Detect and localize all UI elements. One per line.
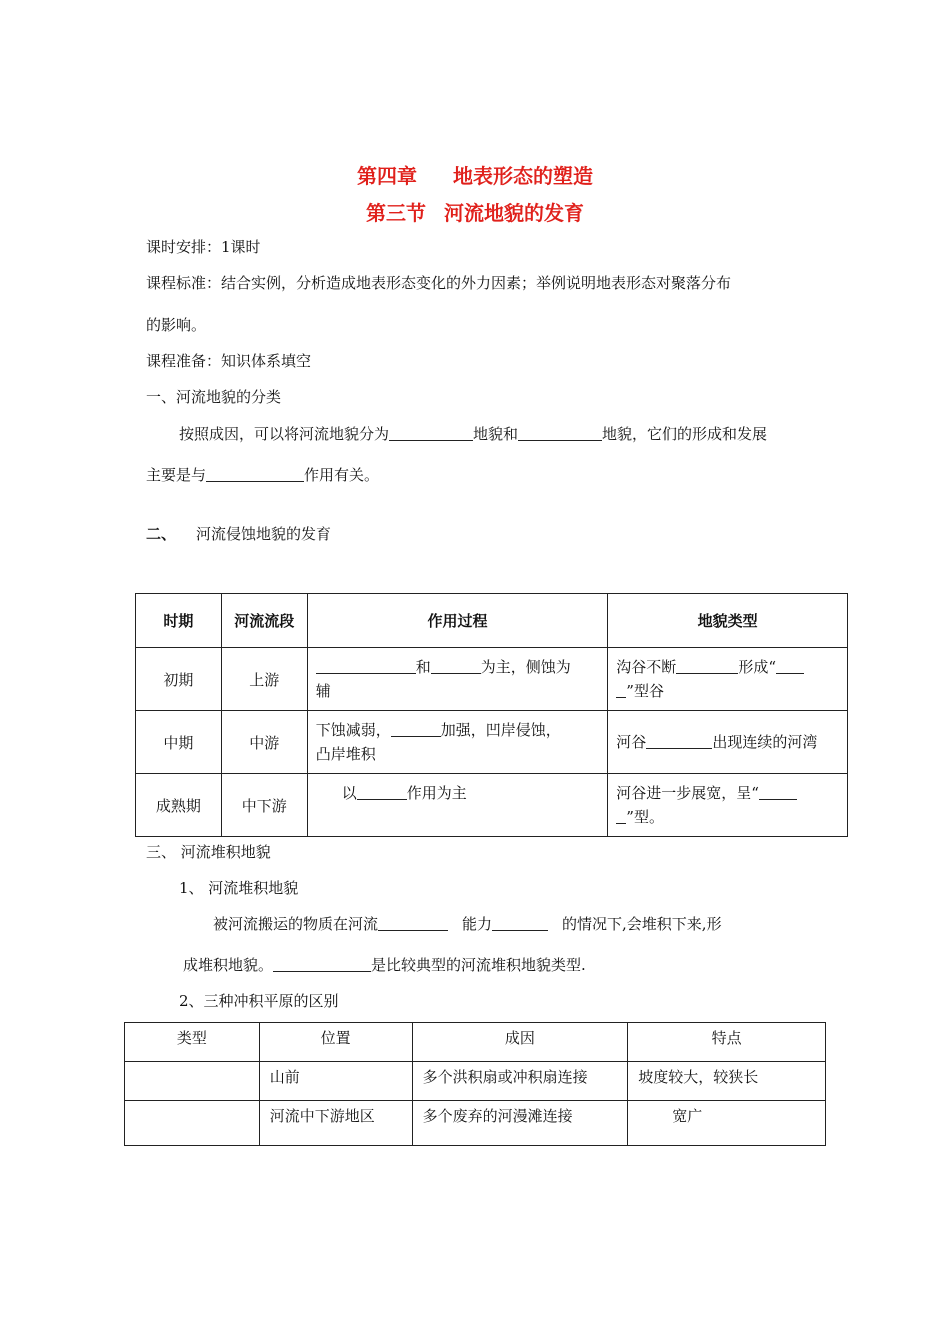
part2-number: 二、	[146, 525, 177, 543]
part3-paragraph-line1: 被河流搬运的物质在河流 能力 的情况下,会堆积下来,形	[213, 915, 722, 933]
col-header: 位置	[259, 1023, 412, 1062]
chapter-name: 地表形态的塑造	[453, 164, 593, 188]
chapter-number: 第四章	[357, 164, 417, 188]
blank[interactable]	[273, 956, 371, 972]
part3-sub1: 1、 河流堆积地貌	[179, 879, 299, 897]
part1-heading: 一、河流地貌的分类	[146, 388, 282, 406]
table-row: 中期 中游 下蚀减弱， 加强，凹岸侵蚀， 凸岸堆积 河谷 出现连续的河湾	[136, 711, 848, 774]
section-name: 河流地貌的发育	[444, 201, 584, 225]
table-row: 初期 上游 和 为主，侧蚀为 辅 沟谷不断 形成“ ”型谷	[136, 648, 848, 711]
col-header: 类型	[125, 1023, 260, 1062]
col-header: 地貌类型	[608, 594, 848, 648]
part3-heading: 三、 河流堆积地貌	[146, 843, 271, 861]
blank[interactable]	[378, 915, 448, 931]
blank[interactable]	[518, 425, 602, 441]
blank[interactable]	[431, 658, 481, 674]
col-header: 作用过程	[307, 594, 608, 648]
table-row: 成熟期 中下游 以 作用为主 河谷进一步展宽，呈“ ”型。	[136, 774, 848, 837]
blank[interactable]	[759, 784, 797, 800]
blank[interactable]	[389, 425, 473, 441]
blank[interactable]	[616, 808, 626, 824]
erosion-table	[135, 593, 848, 837]
blank[interactable]	[616, 682, 626, 698]
section-title	[0, 197, 950, 226]
blank[interactable]	[492, 915, 548, 931]
blank[interactable]	[316, 658, 416, 674]
blank[interactable]	[776, 658, 804, 674]
table-row: 山前 多个洪积扇或冲积扇连接 坡度较大，较狭长	[125, 1062, 826, 1101]
col-header: 特点	[628, 1023, 826, 1062]
col-header: 成因	[412, 1023, 628, 1062]
alluvial-plain-table	[124, 1022, 826, 1146]
part3-paragraph-line2: 成堆积地貌。 是比较典型的河流堆积地貌类型.	[183, 956, 586, 974]
blank[interactable]	[646, 733, 712, 749]
part1-paragraph-line2: 主要是与 作用有关。	[146, 466, 380, 484]
col-header: 时期	[136, 594, 222, 648]
table-row: 河流中下游地区 多个废弃的河漫滩连接 宽广	[125, 1101, 826, 1146]
blank[interactable]	[206, 466, 304, 482]
blank[interactable]	[391, 721, 441, 737]
blank[interactable]	[676, 658, 738, 674]
part1-paragraph-line1: 按照成因，可以将河流地貌分为 地貌和 地貌，它们的形成和发展	[179, 425, 768, 443]
prep-line: 课程准备：知识体系填空	[146, 352, 312, 370]
standard-line-1: 课程标准：结合实例，分析造成地表形态变化的外力因素；举例说明地表形态对聚落分布	[146, 274, 732, 292]
chapter-title	[0, 160, 950, 189]
section-number: 第三节	[366, 201, 426, 225]
part3-sub2: 2、三种冲积平原的区别	[179, 992, 339, 1010]
blank[interactable]	[357, 784, 407, 800]
col-header: 河流流段	[221, 594, 307, 648]
standard-line-2: 的影响。	[146, 316, 207, 334]
part2-heading: 二、 河流侵蚀地貌的发育	[146, 525, 332, 543]
schedule-line: 课时安排：1课时	[146, 238, 261, 256]
